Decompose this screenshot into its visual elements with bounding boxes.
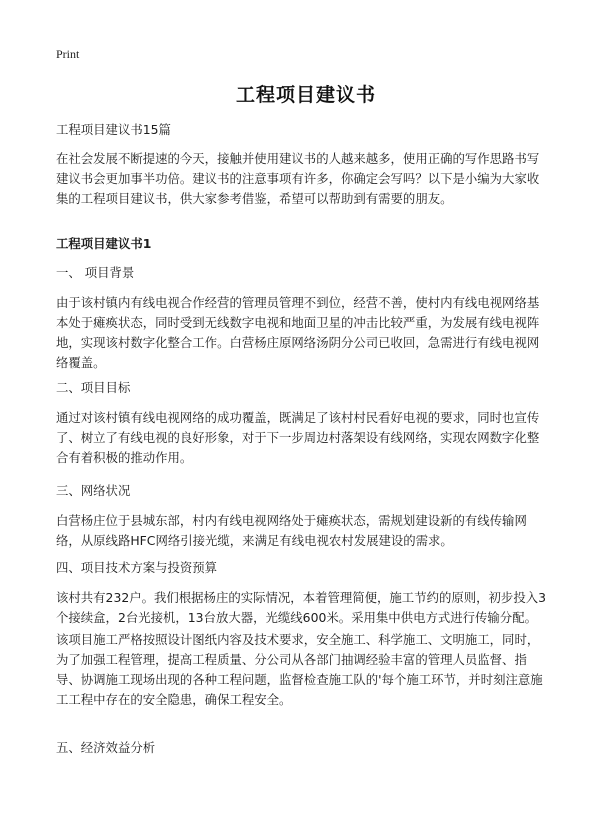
intro-paragraph: 在社会发展不断提速的今天，接触并使用建议书的人越来越多，使用正确的写作思路书写建议书会更加事半功倍。建议书的注意事项有许多，你确定会写吗？以下是小编为大家收集的工程项目建议书，供大家参考借鉴，希望可以帮助到有需要的朋友。 [56,151,540,206]
document-title: 工程项目建议书 [235,84,376,106]
section-title: 工程项目建议书1 [56,236,152,251]
heading-economic-analysis: 五、经济效益分析 [56,740,156,755]
paragraph-background: 由于该村镇内有线电视合作经营的管理员管理不到位，经营不善，使村内有线电视网络基本处于瘫痪状态，同时受到无线数字电视和地面卫星的冲击比较严重，为发展有线电视阵地，实现该村数字化整合工作。白营杨庄原网络汤阴分公司已收回，急需进行有线电视网络覆盖。 [56,295,540,370]
paragraph-network: 白营杨庄位于县城东部，村内有线电视网络处于瘫痪状态，需规划建设新的有线传输网络，从原线路HFC网络引接光缆，来满足有线电视农村发展建设的需求。 [56,513,527,548]
paragraph-construction: 该项目施工严格按照设计图纸内容及技术要求，安全施工、科学施工、文明施工，同时，为了加强工程管理，提高工程质量、分公司从各部门抽调经验丰富的管理人员监督、指导、协调施工现场出现的各种工程问题，监督检查施工队的'每个施工环节，并时刻注意施工工程中存在的安全隐患，确保工程安全。 [56,632,543,707]
document-subtitle: 工程项目建议书15篇 [56,122,171,137]
heading-network: 三、网络状况 [56,483,131,498]
heading-background: 一、 项目背景 [56,265,135,280]
paragraph-goals: 通过对该村镇有线电视网络的成功覆盖，既满足了该村村民看好电视的要求，同时也宣传了、树立了有线电视的良好形象，对于下一步周边村落架设有线网络，实现农网数字化整合有着积极的推动作用。 [56,410,540,465]
paragraph-technical-plan: 该村共有232户。我们根据杨庄的实际情况，本着管理简便，施工节约的原则，初步投入3个接续盒，2台光接机，13台放大器，光缆线600米。采用集中供电方式进行传输分配。 [56,590,546,625]
heading-goals: 二、项目目标 [56,380,131,395]
heading-technical-plan: 四、项目技术方案与投资预算 [56,560,218,575]
print-label: Print [56,47,80,61]
